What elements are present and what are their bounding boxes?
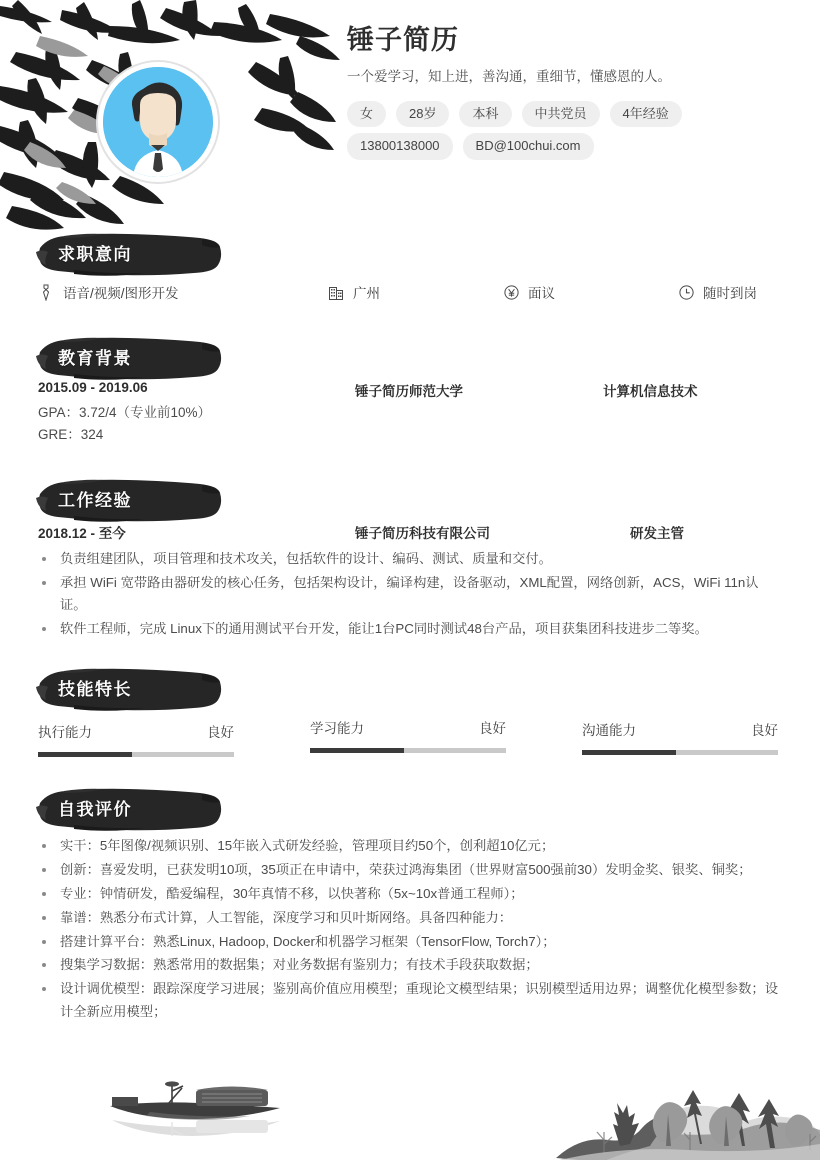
section-title-text: 教育背景: [58, 349, 132, 368]
intent-city-text: 广州: [353, 286, 380, 301]
skill-level: 良好: [207, 725, 234, 741]
section-job-intent: [0, 230, 820, 302]
info-pill-phone[interactable]: 13800138000: [347, 133, 453, 160]
page-title: 锤子简历: [347, 25, 459, 55]
self-evaluation-bullet: 创新：喜爱发明，已获发明10项，35项正在申请中，荣获过鸿海集团（世界财富500强前30）发明金奖、银奖、铜奖；: [38, 859, 782, 882]
building-icon: [328, 284, 344, 301]
info-pill-list: [347, 101, 767, 161]
necktie-icon: [38, 284, 54, 301]
info-pill-experience: 4年经验: [610, 101, 682, 128]
work-bullet: 软件工程师，完成 Linux下的通用测试平台开发，能让1台PC同时测试48台产品，项目获集团科技进步二等奖。: [38, 618, 782, 641]
skill-item-execution: [38, 721, 234, 757]
section-heading-job-intent: [34, 230, 234, 276]
self-evaluation-bullet: 实干：5年图像/视频识别、15年嵌入式研发经验，管理项目约50个，创利超10亿元；: [38, 835, 782, 858]
section-title-text: 求职意向: [58, 245, 132, 264]
intent-item-salary: [503, 282, 678, 302]
info-pill-degree: 本科: [459, 101, 511, 128]
info-pill-age: 28岁: [396, 101, 449, 128]
section-heading-self-evaluation: [34, 785, 234, 831]
intent-item-position: [38, 282, 328, 302]
skill-level: 良好: [479, 721, 506, 737]
info-pill-gender: 女: [347, 101, 386, 128]
intent-position-text: 语音/视频/图形开发: [63, 286, 179, 301]
skill-name: 学习能力: [310, 721, 364, 737]
self-evaluation-bullet: 设计调优模型：跟踪深度学习进展；鉴别高价值应用模型；重现论文模型结果；识别模型适用边界；调整优化模型参数；设计全新应用模型；: [38, 978, 782, 1024]
skill-name: 沟通能力: [582, 723, 636, 739]
self-evaluation-bullet: 搭建计算平台：熟悉Linux, Hadoop, Docker和机器学习框架（TensorFlow, Torch7）；: [38, 931, 782, 954]
section-heading-skills: [34, 665, 234, 711]
clock-icon: [678, 284, 694, 301]
work-bullet: 负责组建团队，项目管理和技术攻关，包括软件的设计、编码、测试、质量和交付。: [38, 548, 782, 571]
info-pill-email[interactable]: BD@100chui.com: [463, 133, 594, 160]
work-bullet-list: [38, 548, 782, 641]
intent-availability-text: 随时到岗: [703, 286, 757, 301]
skill-progress-fill: [582, 750, 676, 755]
education-gre: GRE：324: [38, 426, 104, 442]
section-title-text: 工作经验: [58, 490, 132, 510]
avatar-illustration: [103, 67, 213, 177]
skill-progress-fill: [310, 748, 404, 753]
avatar: [98, 62, 218, 182]
boat-reflection: [112, 1120, 280, 1136]
skill-name: 执行能力: [38, 725, 92, 741]
section-heading-education: [34, 334, 234, 380]
education-entry-row: [38, 380, 782, 402]
skill-item-learning: [310, 717, 506, 757]
work-period: 2018.12 - 至今: [38, 525, 126, 541]
section-self-evaluation: [0, 785, 820, 1024]
info-pill-party: 中共党员: [522, 101, 600, 128]
work-title: 研发主管: [630, 525, 684, 541]
work-bullet: 承担 WiFi 宽带路由器研发的核心任务，包括架构设计，编译构建，设备驱动，XML配置，网络创新，ACS，WiFi 11n认证。: [38, 572, 782, 618]
skill-progress-track: [38, 752, 234, 757]
intent-item-city: [328, 282, 503, 302]
skill-progress-track: [310, 748, 506, 753]
intent-salary-text: 面议: [528, 286, 555, 301]
hillside-illustration: [556, 1090, 820, 1160]
work-company: 锤子简历科技有限公司: [355, 525, 490, 541]
self-evaluation-bullet: 靠谱：熟悉分布式计算，人工智能，深度学习和贝叶斯网络。具备四种能力：: [38, 907, 782, 930]
section-work: [0, 476, 820, 641]
section-heading-work: [34, 476, 234, 522]
education-major: 计算机信息技术: [603, 384, 698, 399]
education-period: 2015.09 - 2019.06: [38, 380, 148, 395]
skill-progress-fill: [38, 752, 132, 757]
education-gpa: GPA：3.72/4（专业前10%）: [38, 405, 212, 420]
education-school: 锤子简历师范大学: [355, 384, 463, 399]
yen-icon: [503, 284, 519, 301]
self-evaluation-bullet: 搜集学习数据：熟悉常用的数据集；对业务数据有鉴别力；有技术手段获取数据；: [38, 954, 782, 977]
section-skills: [0, 665, 820, 757]
boat-illustration: [110, 1081, 280, 1120]
section-title-text: 自我评价: [58, 800, 132, 820]
resume-header: [0, 0, 820, 230]
skill-item-communication: [582, 719, 778, 757]
intent-item-availability: [678, 282, 757, 302]
skill-progress-track: [582, 750, 778, 755]
section-education: [0, 334, 820, 446]
ink-landscape-decoration: [0, 1050, 820, 1160]
skill-level: 良好: [751, 723, 778, 739]
self-evaluation-bullet: 专业：钟情研发，酷爱编程，30年真情不移，以快著称（5x~10x普通工程师）；: [38, 883, 782, 906]
skill-list: [38, 721, 782, 757]
tagline: 一个爱学习，知上进，善沟通，重细节，懂感恩的人。: [347, 69, 671, 85]
header-text-block: [347, 24, 797, 160]
self-evaluation-list: [38, 835, 782, 1024]
work-entry-row: [38, 522, 782, 544]
job-intent-row: [38, 282, 782, 302]
section-title-text: 技能特长: [58, 680, 132, 700]
